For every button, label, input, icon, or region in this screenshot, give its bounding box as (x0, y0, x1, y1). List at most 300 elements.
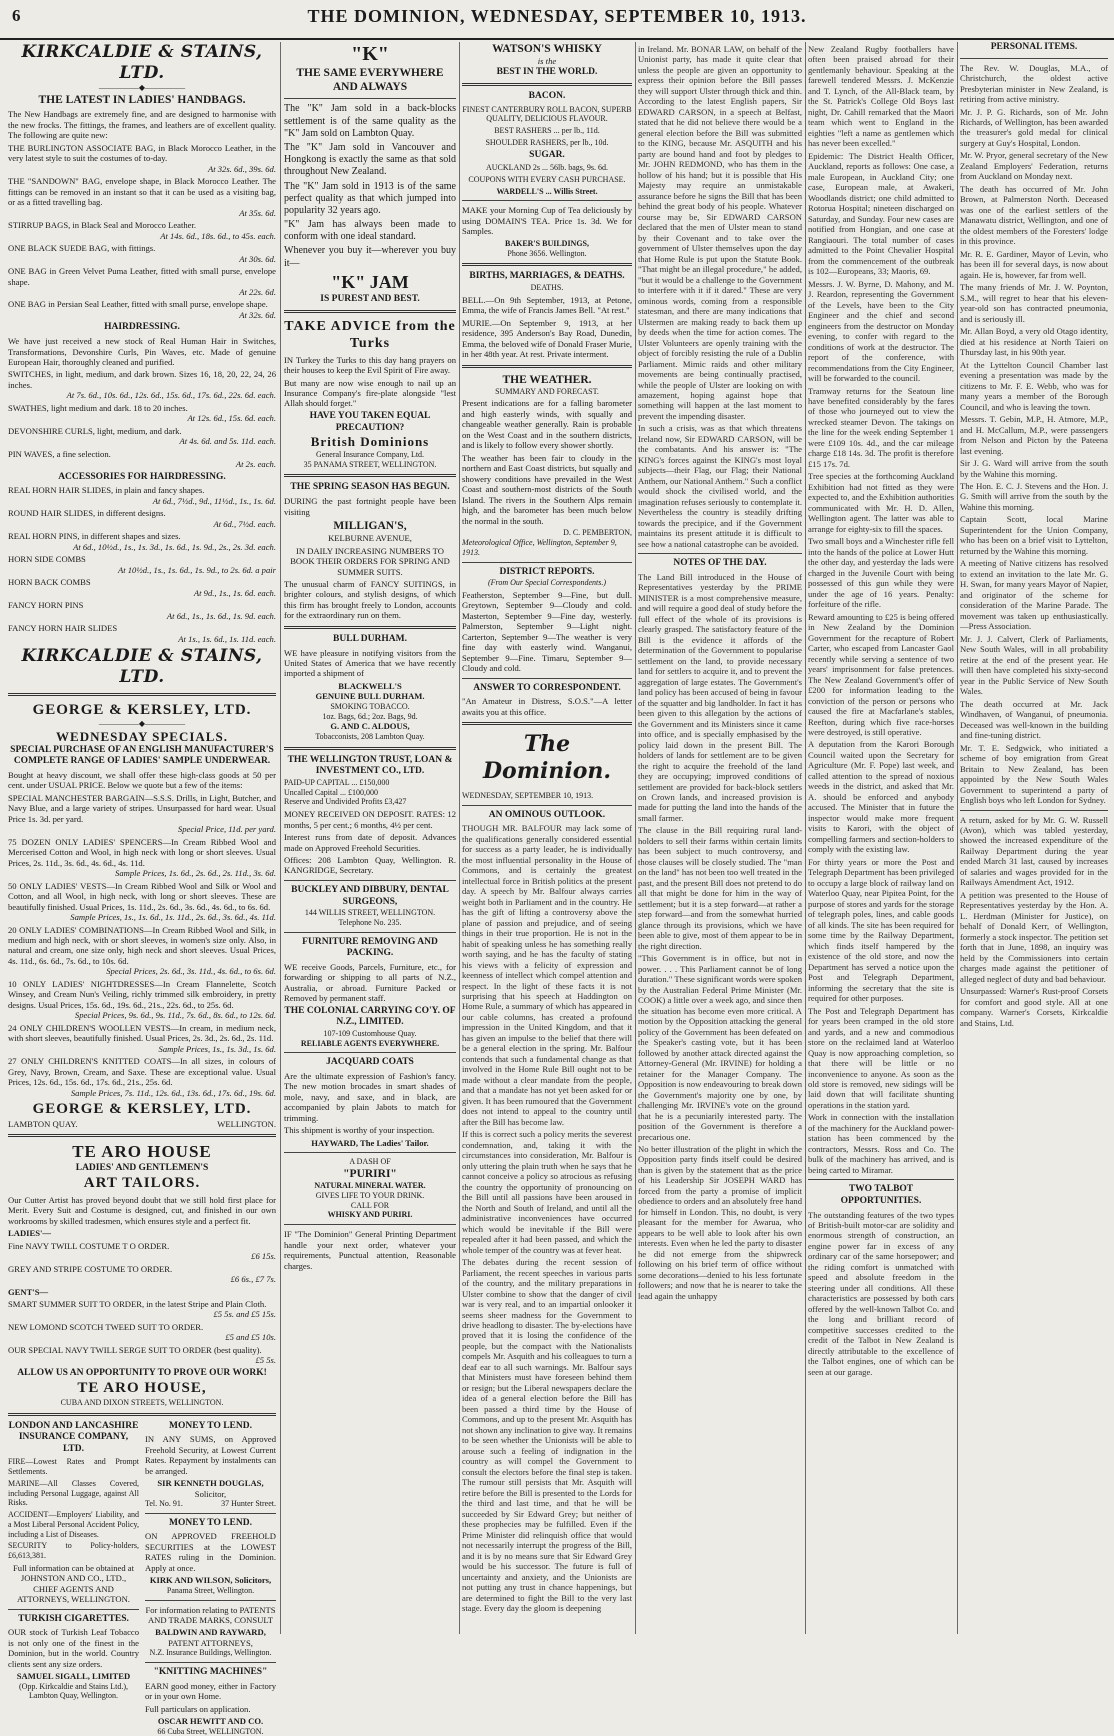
buckley-tel: Telephone No. 235. (338, 917, 402, 927)
buckley-title: BUCKLEY AND DIBBURY, DENTAL SURGEONS, (291, 884, 449, 907)
gents-item-text: NEW LOMOND SCOTCH TWEED SUIT TO ORDER. (8, 1321, 204, 1332)
handbag-list (8, 143, 276, 321)
gents-item (8, 1299, 276, 1320)
personal-item: Captain Scott, local Marine Superintendent for the Union Company, who has been on a brief visit to Lyttelton, returned by the Wahine this morning. (960, 514, 1108, 556)
milligans-name: MILLIGAN'S, (333, 520, 407, 533)
colonial-carrying-name: THE COLONIAL CARRYING CO'Y. OF N.Z., LIMITED. (284, 1005, 456, 1028)
underwear-subhead: SPECIAL PURCHASE OF AN ENGLISH MANUFACTURER'S COMPLETE RANGE OF LADIES' SAMPLE UNDERWEAR. (10, 744, 274, 767)
divider (8, 1609, 139, 1610)
handbag-item-text: ONE BLACK SUEDE BAG, with fittings. (8, 243, 156, 254)
local-p4: Tramway returns for the Seatoun line have benefited considerably by the fares of those who journeyed out to view the wrecked steamer Devon. The takings on the line for the week ending September 1 were £109 10s. 4d., and the car mileage charge £18 14s. 3d. The profit is therefore £15 17s. 7d. (808, 385, 954, 469)
divider (284, 626, 456, 629)
handbag-item (8, 220, 276, 241)
bull-durham-sub2: SMOKING TOBACCO. (330, 701, 410, 711)
petition-text: A petition was presented to the House of Representatives yesterday by the Hon. A. L. Herdman (Minister for Justice), on behalf of Donald Kerr, of Wellington, formerly a stock inspector. The petition set forth that in June, 1898, an inquiry was held by the Commissioners into certain charges made against the petitioner of alleged neglect of duty and bad behaviour. (960, 889, 1108, 984)
editorial-p2: If this is correct such a policy merits the severest condemnation, and, taking it with the circumstances into consideration, Mr. Balfour is only uttering the plain truth when he says that he cannot conceive a policy so atrocious as refusing the country the opportunity of pronouncing on the Bill until all passions have been aroused in the North and South of Ireland, and until all the administrative inconveniences have occurred which would be inevitable if the Bill were repealed after it had been passed, and which the whole temper of the country was at fever heat. (462, 1129, 632, 1255)
notes-p2: The clause in the Bill requiring rural land-holders to sell their farms within certain limits has been subject to much controversy, and those clauses will be closely studied. The "man on the land" has not been too well treated in the past, and the present Bill does not pretend to do all that might be done for him in the way of settlement; but it is a step forward—at rather a step forward—and from the somewhat hurried glance through its provisions, which we have been able to give, most of them appear to be in the right direction. (638, 825, 802, 951)
knitting-address: 66 Cuba Street, WELLINGTON. (157, 1726, 264, 1736)
spring-text3: The unusual charm of FANCY SUITINGS, in brighter colours, and stylish designs, of which this firm has brought freely to London, accounts for the extraordinary run on them. (284, 578, 456, 621)
dominion-date: WEDNESDAY, SEPTEMBER 10, 1913. (462, 790, 594, 800)
puriri-tag: GIVES LIFE TO YOUR DRINK. (315, 1190, 425, 1200)
special-item (8, 881, 276, 923)
handbag-item-text: STIRRUP BAGS, in Black Seal and Morocco Leather. (8, 220, 197, 231)
british-dominions-address: 35 PANAMA STREET, WELLINGTON. (303, 459, 437, 469)
ominous-outlook-title: AN OMINOUS OUTLOOK. (488, 809, 606, 820)
personal-items-list (960, 63, 1108, 806)
bacon-line: SHOULDER RASHERS, per lb., 10d. (485, 137, 609, 147)
buckley-address: 144 WILLIS STREET, WELLINGTON. (304, 908, 436, 918)
gents-item-text: OUR SPECIAL NAVY TWILL SERGE SUIT TO ORDER (best quality). (8, 1344, 262, 1355)
money-name: SIR KENNETH DOUGLAS, (157, 1478, 264, 1489)
accessory-item-price: At 6d., 7½d. each. (213, 518, 276, 529)
hair-item-price: At 2s. each. (235, 459, 276, 470)
k-jam-p1: The "K" Jam sold in a back-blocks settlement is of the same quality as the "K" Jam sold on Lambton Quay. (284, 103, 456, 139)
personal-item: Mr. J. J. Calvert, Clerk of Parliaments, New South Wales, will in all probability retire at the end of the present year. He will then have completed his sixty-second year in the Public Service of New South Wales. (960, 633, 1108, 697)
special-item-text: 24 ONLY CHILDREN'S WOOLLEN VESTS—In cream, in medium neck, with short sleeves, beautifully finished. Usual Prices, 2s. 3d., 2s. 6d., 2s. 11d. (8, 1022, 276, 1044)
turkish-name: SAMUEL SIGALL, LIMITED (16, 1671, 131, 1682)
london-line: SECURITY to Policy-holders, £6,613,381. (8, 1541, 139, 1561)
special-item-text: 27 ONLY CHILDREN'S KNITTED COATS—In all sizes, in colours of Grey, Navy, Brown, Cream, and Saxe. These are exceptional value. Usual Prices, 12s. 6d., 15s. 6d., 17s. 6d., 21s., 25s. 6d. (8, 1056, 276, 1088)
special-item-price: Sample Prices, 1s., 1s. 6d., 1s. 11d., 2s. 6d., 3s. 6d., 4s. 11d. (70, 912, 276, 923)
special-item-price: Sample Prices, 7s. 11d., 12s. 6d., 13s. 6d., 17s. 6d., 19s. 6d. (70, 1087, 276, 1098)
hair-item-text: DEVONSHIRE CURLS, light, medium, and dark. (8, 425, 182, 436)
trust-offices: Offices: 208 Lambton Quay, Wellington. R. KANGRIDGE, Secretary. (284, 855, 456, 876)
personal-items-title: PERSONAL ITEMS. (990, 42, 1078, 52)
special-item (8, 1056, 276, 1098)
jacquard-text: Are the ultimate expression of Fashion's fancy. The new motion brocades in smart shades of mole, navy, and saxe, and in black, are accompanied by plain Jabots to match for trimming. (284, 1070, 456, 1123)
tea-shop: BAKER'S BUILDINGS, (504, 238, 590, 248)
personal-item: Sir J. G. Ward will arrive from the south by the Wahine this morning. (960, 458, 1108, 479)
handbag-item (8, 176, 276, 218)
handbags-headline: THE LATEST IN LADIES' HANDBAGS. (38, 94, 246, 107)
trust-deposits: MONEY RECEIVED ON DEPOSIT. RATES: 12 months, 5 per cent.; 6 months, 4½ per cent. (284, 809, 456, 830)
district-title: DISTRICT REPORTS. (499, 566, 595, 577)
personal-item: The death occurred at Mr. Jack Windhaven, of Wanganui, of pneumonia. Deceased was well-known in the building and fine-tuning district. (960, 698, 1108, 741)
divider (8, 1134, 276, 1137)
special-item (8, 1023, 276, 1054)
money-address: 37 Hunter Street. (221, 1499, 276, 1509)
divider (284, 880, 456, 881)
accessory-item-text: REAL HORN HAIR SLIDES, in plain and fancy shapes. (8, 485, 205, 496)
divider (284, 1152, 456, 1153)
ladies-heading: LADIES'— (8, 1228, 51, 1239)
accessory-item (8, 600, 276, 621)
answer-title: ANSWER TO CORRESPONDENT. (473, 682, 621, 693)
knitting-title: "KNITTING MACHINES" (153, 1667, 268, 1678)
notes-p3: "This Government is in office, but not in power. . . . This Parliament cannot be of long duration." These significant words were spoken by the Australian Federal Prime Minister (Mr. COOK) a little over a week ago, and since then the situation has become even more critical. A motion by the Opposition attacking the general policy of the Government has been defeated on the Speaker's casting vote, but it has been followed by another attack directed against the Attorney-General (Mr. IRVINE) for holding a retainer for the Manager Company. The Opposition is now endeavouring to break down the Government's majority one by one, by challenging Mr. IRVINE's vote on the ground that he is a pecuniarily interested party. The position of the Government is therefore a precarious one. (638, 953, 802, 1142)
sugar-line: AUCKLAND 2s ... 56lb. bags, 9s. 6d. (486, 163, 608, 173)
divider (462, 83, 632, 86)
wednesday-specials-headline: WEDNESDAY SPECIALS. (56, 728, 228, 744)
money2-address: Panama Street, Wellington. (166, 1585, 255, 1595)
london-contact: Full information can be obtained at JOHNSTON AND CO., LTD., CHIEF AGENTS AND ATTORNEYS, WELLINGTON. (13, 1562, 134, 1605)
editorial-continued-p2: In such a crisis, was as that which threatens Ireland now, Sir EDWARD CARSON, will be the combatants. And his answer is: "The KING's forces against the KING's most loyal subjects—their Flag, our Flag; their National Anthem, our National Anthem." Such a conflict would shock the civilised world, and the imagination refuses seriously to contemplate it. Nevertheless the country is steadily drifting towards the precipice, and if the Government maintains its present attitude it is difficult to see how a national catastrophe can be avoided. (638, 423, 802, 549)
accessories-list (8, 485, 276, 644)
special-item-text: 10 ONLY LADIES' NIGHTDRESSES—In Cream Flannelette, Scotch Winsey, and Cream Nun's Veiling, richly trimmed silk embroidery, in pretty designs. Usual Prices, 15s. 6d., 19s. 6d., 21s., 22s. 6d., to 25s. 6d. (8, 978, 276, 1010)
bull-durham-brand: BLACKWELL'S (338, 680, 402, 691)
take-advice-text: IN Turkey the Turks to this day hang prayers on their houses to keep the Evil Spirit of Fire away. (284, 354, 456, 376)
handbags-intro: The New Handbags are extremely fine, and are designed to harmonise with the new frocks. The fittings, the frames, and leathers are of excellent quality. The following are quite new: (8, 109, 276, 141)
jacquard-text2: This shipment is worthy of your inspection. (284, 1125, 435, 1136)
london-line: MARINE—All Classes Covered, including Personal Luggage, against All Risks. (8, 1478, 139, 1508)
column-rule (459, 42, 460, 1634)
hayward-name: HAYWARD, The Ladies' Tailor. (311, 1137, 429, 1148)
column-6 (960, 42, 1108, 1634)
accessory-item-price: At 9d., 1s., 1s. 6d. each. (193, 587, 276, 598)
money-ads (145, 1421, 276, 1736)
divider (462, 200, 632, 201)
divider (462, 365, 632, 368)
column-1 (8, 42, 276, 1736)
special-item-price: Special Prices, 2s. 6d., 3s. 11d., 4s. 6d., to 6s. 6d. (106, 966, 276, 977)
k-jam-p3: The "K" Jam sold in 1913 is of the same perfect quality as that which jumped into popularity 32 years ago. (284, 180, 456, 216)
divider (960, 58, 1108, 59)
handbag-item-price: At 14s. 6d., 18s. 6d., to 45s. each. (160, 230, 276, 241)
special-item-text: SPECIAL MANCHESTER BARGAIN—S.S.S. Drills, in Light, Butcher, and Navy Blue, and a large variety of stripes. Unsurpassed for hard wear. Usual Price 1s. 3d. per yard. (8, 792, 276, 824)
accessory-item-text: FANCY HORN PINS (8, 600, 84, 611)
k-jam-p4: "K" Jam has always been made to conform with one ideal standard. (284, 219, 456, 243)
accessory-item-price: At 6d., 10½d., 1s., 1s. 3d., 1s. 6d., 1s. 9d., 2s., 2s. 3d. each. (73, 541, 276, 552)
watson-sub: is the (537, 56, 557, 67)
bull-durham-title: BULL DURHAM. (333, 633, 407, 644)
personal-item: Mr. R. E. Gardiner, Mayor of Levin, who has been ill for several days, is now about again. He is, however, far from well. (960, 248, 1108, 280)
puriri-brand: "PURIRI" (343, 1168, 397, 1181)
k-jam-p2: The "K" Jam sold in Vancouver and Hongkong is exactly the same as that sold throughout New Zealand. (284, 141, 456, 178)
hairdressing-heading: HAIRDRESSING. (104, 322, 180, 333)
knitting-text: EARN good money, either in Factory or in your own Home. (145, 1680, 276, 1702)
bacon-lines (462, 105, 632, 148)
london-line: FIRE—Lowest Rates and Prompt Settlements. (8, 1457, 139, 1477)
local-p3: Messrs. J. W. Byrne, D. Mahony, and M. J. Reardon, representing the Government of the Levels, have been to the City Engineer and the chief and second engineers from the destructor on Monday evening, to confer with regard to the conditions of work at the destructor. The report of the conference, with recommendations from the City Engineer, will be forwarded to the council. (808, 278, 954, 384)
turkish-title: TURKISH CIGARETTES. (18, 1613, 129, 1624)
column-rule (957, 42, 958, 1634)
personal-item: The Rev. W. Douglas, M.A., of Christchurch, the oldest active Presbyterian minister in New Zealand, is retiring from active ministry. (960, 62, 1108, 105)
special-item-price: Special Price, 11d. per yard. (177, 824, 276, 835)
local-p2: Epidemic: The District Health Officer, Auckland, reports as follows: One case, a male European, in Auckland City; one case, European male, at Awakeri, Woodlands district; one child admitted to Rotorua Hospital; nineteen discharged on Saturday, and Sunday. Four new cases are notified from Hongian, and one case at Rangiaouri. The total number of cases admitted to the Point Chevalier Hospital from the commencement of the outbreak is 102—Europeans, 33; Maoris, 69. (808, 150, 954, 277)
bull-durham-sub3: 1oz. Bags, 6d.; 2oz. Bags, 9d. (322, 711, 418, 721)
money-title: MONEY TO LEND. (169, 1420, 252, 1431)
handbag-item-price: At 30s. 6d. (239, 253, 276, 264)
gents-item-price: £5 5s. (255, 1355, 276, 1366)
divider (462, 722, 632, 725)
watson-tag: BEST IN THE WORLD. (496, 66, 598, 77)
take-advice-title: TAKE ADVICE from the Turks (284, 319, 456, 352)
personal-item: The death has occurred of Mr. John Brown, at Palmerston North. Deceased was one of the earliest settlers of the Manawatu district, Wellington, and one of the oldest members of the Foresters' lodge in this province. (960, 183, 1108, 247)
sugar-lines (462, 163, 632, 185)
accessory-item-price: At 6d., 7½d., 9d., 11½d., 1s., 1s. 6d. (152, 495, 276, 506)
jacquard-title: JACQUARD COATS (326, 1057, 414, 1068)
personal-item: The many friends of Mr. J. W. Poynton, S.M., will regret to hear that his eleven-year-old son has contracted pneumonia, and is seriously ill. (960, 282, 1108, 324)
editorial-p1: THOUGH MR. BALFOUR may lack some of the qualifications generally considered essential for success as a party leader, he is individually the most influential personality in the House of Commons, and is certainly the greatest intellectual force in British politics at the present day. A speech by Mr. Balfour always carries weight both in Parliament and in the country. He has the gift of lifting a controversy above the plane of passion and prejudice, and of seeing things in their true proportion. He is not in the habit of speaking unless he has something really worth saying, and he has the faculty of stating his views with a felicity of expression and keenness of intellect which compel attention and respect. In the light of these facts it is not surprising that his speech at Haddington on Home Rule, a summary of which has appeared in our cable columns, has created a profound impression in the United Kingdom, and that it has given an impulse to the belief that there will be a general election in the spring. Mr. Balfour contends that such a fundamental change as that involved in the Home Rule Bill ought not to be made without a clear mandate from the people, and that a mandate has not yet been asked for or given. It has been rumoured that the Government does not intend to appeal to the country until after the Bill has become law. (462, 823, 632, 1127)
bdm-title: BIRTHS, MARRIAGES, & DEATHS. (469, 271, 625, 282)
k-jam-title: "K" (351, 43, 389, 65)
british-dominions-sub: General Insurance Company, Ltd. (315, 449, 425, 459)
gents-item-text: SMART SUMMER SUIT TO ORDER, in the latest Stripe and Plain Cloth. (8, 1299, 267, 1309)
local-p5: Tree species at the forthcoming Auckland Exhibition had not fitted as they were expected to, and the Exhibition authorities communicated with Mr. H. D. Allen, Wellington agent. The latter was able to arrange for eighty-six to fill the spaces. (808, 471, 954, 534)
art-tailors-headline: ART TAILORS. (83, 1175, 201, 1192)
george-kersley-footer: GEORGE & KERSLEY, LTD. (32, 1101, 252, 1118)
k-jam-sub: THE SAME EVERYWHERE AND ALWAYS (296, 67, 444, 94)
handbag-item (8, 143, 276, 174)
talbot-title: TWO TALBOT OPPORTUNITIES. (840, 1184, 922, 1206)
divider (284, 932, 456, 933)
british-dominions-name: British Dominions (310, 434, 430, 450)
local-p6: Two small boys and a Winchester rifle fell into the hands of the police at Lower Hutt the other day, and yesterday the lads were charged in the Juvenile Court with being possessed of this gun while they were under the age of 16 years. Penalty: forfeiture of the rifle. (808, 536, 954, 610)
notes-p4: No better illustration of the plight in which the Opposition party finds itself could be desired than is given by the statement that as the price of his Leadership Sir JOSEPH WARD has forced from the party a promise of implicit obedience to orders and an absolutely free hand for himself in London. This, no doubt, is very pleasant for the member for Awarua, who appears to be well able to look after his own interests. Even when he led the party to disaster he did not emerge from the shipwreck following on his brief term of office without some decorations—denied to his less fortunate followers; and now that he is nearer to take the lead again the unhappy (638, 1143, 802, 1301)
special-item (8, 837, 276, 879)
personal-item: The Hon. E. C. J. Stevens and the Hon. J. G. Smith will arrive from the south by the Wahine this morning. (960, 480, 1108, 512)
divider (462, 562, 632, 563)
handbag-item-text: THE BURLINGTON ASSOCIATE BAG, in Black Morocco Leather, in the very latest style to suit the costumes of to-day. (8, 142, 276, 164)
notes-of-the-day-title: NOTES OF THE DAY. (673, 558, 767, 569)
hair-item (8, 403, 276, 424)
hair-item (8, 426, 276, 447)
classified-block (8, 1421, 276, 1736)
tea-text: MAKE your Morning Cup of Tea deliciously by using DOMAIN'S TEA. Price 1s. 3d. We for Samples. (462, 205, 632, 237)
hair-item-price: At 4s. 6d. and 5s. 11d. each. (179, 436, 276, 447)
bull-durham-sub: GENUINE BULL DURHAM. (315, 691, 425, 702)
puriri-call2: WHISKY AND PURIRI. (327, 1210, 413, 1220)
district-text: Featherston, September 9—Fine, but dull. Greytown, September 9—Cloudy and cold. Masterton, September 9—Fine day, westerly. Palmerston, September 9—Light night. Carterton, September 9—The weather is very fine day with easterly wind. Wanganui, September 9—Fine. Timaru, September 9—Cloudy and cold. (462, 589, 632, 674)
local-p1: New Zealand Rugby footballers have often been praised abroad for their gentlemanly behaviour. Speaking at the farewell tendered Messrs. J. McKenzie and T. Lynch, of the All-Black team, by the St. Patrick's College Old Boys last night, Dr. Cahill remarked that the Maori team which went to England in the eighties "left a name as gentlemen which has never been excelled." (808, 44, 954, 149)
hair-item-text: SWITCHES, in light, medium, and dark brown. Sizes 16, 18, 20, 22, 24, 26 inches. (8, 369, 276, 390)
death-notice-bell: BELL.—On 9th September, 1913, at Petone, Emma, the wife of Francis James Bell. "At rest." (462, 294, 632, 316)
hair-item-price: At 7s. 6d., 10s. 6d., 12s. 6d., 15s. 6d., 17s. 6d., 22s. 6d. each. (66, 390, 276, 401)
knitting-more: Full particulars on application. (145, 1703, 251, 1714)
column-rule (280, 42, 281, 1634)
te-aro-footer: TE ARO HOUSE, (77, 1380, 207, 1397)
special-item-text: 20 ONLY LADIES' COMBINATIONS—In Cream Ribbed Wool and Silk, in medium and high neck, with or short sleeves, in women's size only. Also, in natural and cream, one size only, high neck and short sleeves. Usual Prices, 4s. 11d., 6s. 6d., 7s. 6d., to 10s. 6d. (8, 924, 276, 966)
deaths-heading: DEATHS. (530, 283, 564, 293)
local-p11: Work in connection with the installation of the machinery for the Auckland power-station has been commenced by the contractors, Messrs. Ross and Co. The bulk of the machinery has arrived, and is being carted to Miramar. (808, 1112, 954, 1175)
personal-item: Mr. W. Pryor, general secretary of the New Zealand Employers' Federation, returns from Auckland on Monday next. (960, 150, 1108, 182)
knitting-name: OSCAR HEWITT AND CO. (157, 1716, 264, 1727)
gents-item-price: £5 and £5 10s. (225, 1332, 276, 1343)
handbag-item-price: At 22s. 6d. (239, 286, 276, 297)
aldous-address: Tobacconists, 208 Lambton Quay. (315, 731, 425, 741)
divider (284, 747, 456, 750)
newspaper-title: THE DOMINION, WEDNESDAY, SEPTEMBER 10, 1913. (307, 6, 807, 26)
dominion-printing-ad: IF "The Dominion" General Printing Department handle your next order, whatever your requirements, Punctual attention, Reasonable charges. (284, 1229, 456, 1271)
address-right: WELLINGTON. (217, 1118, 276, 1129)
return-text: A return, asked for by Mr. G. W. Russell (Avon), which was tabled yesterday, showed the increased expenditure of the Railway Department during the year ended March 31 last, caused by increases of salaries and wages provided for in the Railways Amendment Act, 1912. (960, 814, 1108, 888)
divider (462, 805, 632, 806)
handbag-item-text: THE "SANDOWN" BAG, envelope shape, in Black Morocco Leather. The fittings can be removed in an instant so that it can be used as a visiting bag, or as a fitted travelling bag. (8, 176, 276, 208)
district-sub: (From Our Special Correspondents.) (487, 578, 607, 588)
editorial-continued-p1: in Ireland. Mr. BONAR LAW, on behalf of the Unionist party, has made it quite clear that unless the people are given an opportunity to express their opinion before the Bill passes they will support Ulster through thick and thin. According to the latest English papers, Sir EDWARD CARSON, in a speech at Belfast, stated that he did not believe there would be a general election before the Bill was submitted to the KING, because Mr. ASQUITH and his party are bound hand and foot by pledges to Mr. JOHN REDMOND, who has them in the hollow of his hand; but it is possible that His Majesty may require an unmistakable assurance before he signs the Bill that has been behind the great body of his people. Whatever course may be, Sir EDWARD CARSON declared that the men of Ulster mean to stand by their Covenant and to take over the government of Ulster themselves upon the day that Home Rule is put upon the Statute Book. "That might be an illegal procedure," he added, "but it would be a challenge to the Government to interfere with it if it dared." These are very ominous words, coming from a responsible statesman, and there are many indications that Ulstermen are making ready to back them up by deeds when the time for action comes. The Ulster Volunteers are openly training with the object of forcibly resisting the rule of a Dublin Parliament. Mimic raids and other military movements are being continually practised, while the people of Ulster are looking on with amazement, hoping against hope that something will happen at the last moment to prevent the impending disaster. (638, 44, 802, 421)
weather-title: THE WEATHER. (502, 373, 592, 386)
trust-interest: Interest runs from date of deposit. Advances made on Approved Freehold Securities. (284, 832, 456, 853)
te-aro-subhead: LADIES' AND GENTLEMEN'S (75, 1162, 209, 1173)
answer-text: "An Amateur in Distress, S.O.S."—A letter awaits you at this office. (462, 696, 632, 717)
editorial-p3: The debates during the recent session of Parliament, the recent speeches in various parts of the country, and the military preparations in Ulster combine to show that the danger of civil war is very real, and to an impartial onlooker it seems sheer madness for the Government to drive headlong to disaster. The by-elections have proved that it is losing the confidence of the people, but the compact with the Nationalists compels Mr. Asquith and his colleagues to turn a deaf ear to all such warnings. Mr. Balfour says that Ministers must have foreseen behind them or resign; but the Liberal newspapers declare the idea of a general election before the Bill has been passed a third time by the House of Commons, and up to the present Mr. Asquith has not shown any inclination to give way. It remains to be seen whether the Unionists will be able to arouse such a feeling of indignation in the country as will compel the Government to consult the electors before the final step is taken. The rumour still persists that Mr. Asquith will retire before the Bill is presented to the Lords for the third and last time, and that he will be succeeded by Sir Edward Grey; but neither of these prophecies may be fulfilled. Even if the Prime Minister did relinquish office that would not necessarily interrupt the progress of the Bill, and it is by no means sure that Sir Edward Grey would be his successor. The future is full of uncertainty and anxiety, and the Unionists are not putting any trust in chance happenings, but are determined to fight the Bill to the very last stage. Every day the gloom is deepening (462, 1257, 632, 1614)
money2-name: KIRK AND WILSON, Solicitors, (149, 1575, 272, 1586)
special-item (8, 793, 276, 835)
column-3 (462, 42, 632, 1634)
patents-address: N.Z. Insurance Buildings, Wellington. (149, 1648, 272, 1658)
ladies-item (8, 1241, 276, 1262)
accessory-item (8, 623, 276, 644)
handbag-item-price: At 32s. 6d., 39s. 6d. (207, 163, 276, 174)
talbot-text: The outstanding features of the two types of British-built motor-car are solidity and enormous strength of construction, an engine power far in excess of any ordinary car of the same horsepower; and the riding comfort is unmatched with speed and absolute freedom in the steering under all conditions. All these characteristics are possessed by both cars offered by the well-known Talbot Co. and the long and brilliant record of competitive successes credited to the credit of the Talbot in New Zealand is directly attributable to the excellence of the Talbot engines, one of which can be seen at our garage. (808, 1209, 954, 1377)
london-lancashire-ad (8, 1421, 139, 1736)
divider: —————◆————— (98, 718, 186, 728)
hair-item-text: PIN WAVES, a fine selection. (8, 448, 111, 459)
divider (145, 1513, 276, 1514)
trust-reserve: Reserve and Undivided Profits £3,427 (284, 797, 407, 807)
divider (284, 1224, 456, 1225)
personal-item: Mr. Allan Boyd, a very old Otago identity, died at his residence at North Taieri on Thursday last, in his 90th year. (960, 326, 1108, 358)
death-notice-murie: MURIE.—On September 9, 1913, at her residence, 395 Anderson's Bay Road, Dunedin, Emma, the beloved wife of Donald Fraser Murie, in her 48th year. At rest. Private interment. (462, 317, 632, 360)
bacon-line: FINEST CANTERBURY ROLL BACON, SUPERB QUALITY, DELICIOUS FLAVOUR. (462, 104, 632, 124)
money2-title: MONEY TO LEND. (169, 1517, 252, 1528)
divider (284, 310, 456, 313)
money-contact (145, 1499, 276, 1509)
divider (284, 1052, 456, 1053)
furniture-text: WE receive Goods, Parcels, Furniture, etc., for forwarding or shipping to all parts of N.Z., Australia, or abroad. Furniture Packed or Removed by permanent staff. (284, 961, 456, 1004)
sugar-title: SUGAR. (529, 149, 565, 160)
weather-signature: D. C. PEMBERTON, (563, 528, 632, 538)
column-4 (638, 42, 802, 1634)
te-aro-address: CUBA AND DIXON STREETS, WELLINGTON. (60, 1397, 224, 1407)
handbag-item (8, 266, 276, 297)
bacon-line: BEST RASHERS ... per lb., 11d. (494, 126, 600, 136)
te-aro-intro: Our Cutter Artist has proved beyond doubt that we still hold first place for Merit. Every Suit and Costume is designed, cut, and finished in our own workrooms by skilled tradesmen, which ensures style and a perfect fit. (8, 1194, 276, 1226)
dominion-nameplate: The Dominion. (482, 731, 612, 785)
hair-item (8, 369, 276, 400)
colonial-carrying-tag: RELIABLE AGENTS EVERYWHERE. (300, 1038, 440, 1048)
london-lancashire-title: LONDON AND LANCASHIRE INSURANCE COMPANY, LTD. (8, 1420, 139, 1454)
accessory-item (8, 485, 276, 506)
puriri-sub: NATURAL MINERAL WATER. (314, 1181, 426, 1191)
column-2 (284, 42, 456, 1634)
divider (284, 474, 456, 477)
bull-durham-text: WE have pleasure in notifying visitors from the United States of America that we have recently imported a shipment of (284, 647, 456, 679)
hairdressing-intro: We have just received a new stock of Real Human Hair in Switches, Transformations, Devonshire Curls, Pin Waves, etc. Made of genuine European Hair, thoroughly cleaned and purified. (8, 336, 276, 367)
handbag-item-text: ONE BAG in Persian Seal Leather, fitted with small purse, envelope shape. (8, 299, 268, 310)
personal-item: At the Lyttelton Council Chamber last evening a presentation was made by the citizens to Mr. F. E. Webb, who was for many years a member of the Borough Council, and who is leaving the town. (960, 359, 1108, 412)
divider: —————◆————— (98, 83, 186, 93)
trust-uncalled: Uncalled Capital ... £100,000 (284, 787, 378, 797)
kirkcaldie-header: KIRKCALDIE & STAINS, LTD. (21, 42, 263, 83)
masthead (0, 0, 1114, 40)
k-jam-tag: IS PUREST AND BEST. (320, 293, 420, 304)
local-p7: Reward amounting to £25 is being offered in New Zealand by the Dominion Government for the recapture of Robert Carter, who escaped from Lancaster Gaol recently while serving a sentence of two years' imprisonment for false pretences. The New Zealand Government's offer of £200 for information leading to the conviction of the person or persons who caused the fire at Macfarlane's stables, Reefton, during which five race-horses were destroyed, is still operative. (808, 611, 954, 737)
column-rule (635, 42, 636, 1634)
special-item-text: 50 ONLY LADIES' VESTS—In Cream Ribbed Wool and Silk or Wool and Cotton, and all Wool, in high neck, with long or short sleeves. These are beautifully finished. Usual Prices, 1s. 11d., 2s. 6d., 3s. 6d., 4s. 6d., to 6s. 6d. (8, 880, 276, 912)
kirkcaldie-footer: KIRKCALDIE & STAINS, LTD. (21, 646, 263, 687)
accessory-item-text: HORN SIDE COMBS (8, 554, 86, 565)
page-number: 6 (12, 6, 21, 25)
divider (462, 263, 632, 266)
divider (808, 1179, 954, 1180)
ladies-item-price: £6 6s., £7 7s. (230, 1274, 276, 1285)
divider (284, 98, 456, 99)
local-p10: The Post and Telegraph Department has for years been cramped in the old store and yards, and a new and commodious store on the reclaimed land at Waterloo Quay is now approaching completion, so that there will be little or no inconvenience to anyone. As soon as the old store is removed, new sidings will be laid down that will facilitate shunting operations in the station yard. (808, 1005, 954, 1110)
tea-tel: Phone 3656. Wellington. (507, 248, 587, 258)
turkish-text: OUR stock of Turkish Leaf Tobacco is not only one of the finest in the Dominion, but in the world. Country clients sent any size orders. (8, 1627, 139, 1669)
patents-name: BALDWIN AND RAYWARD, (155, 1627, 266, 1638)
ladies-item (8, 1264, 276, 1285)
special-item (8, 979, 276, 1021)
accessory-item (8, 531, 276, 552)
take-advice-question: HAVE YOU TAKEN EQUAL PRECAUTION? (309, 410, 431, 433)
divider (960, 810, 1108, 811)
puriri-lead: A DASH OF (349, 1157, 391, 1167)
accessory-item (8, 554, 276, 575)
local-p8: A deputation from the Karori Borough Council waited upon the Secretary for Agriculture (Mr. F. Pope) last week, and called attention to the spread of noxious weeds in the district, and asked that Mr. A. should be enforced and anybody accused. The Minister that in future the inspector would make more frequent visits to Karori, with the object of compelling farmers and section-holders to comply with the existing law. (808, 739, 954, 855)
accessory-item-text: REAL HORN PINS, in different shapes and sizes. (8, 531, 181, 542)
accessory-item (8, 508, 276, 529)
money-tel: Tel. No. 91. (145, 1499, 183, 1509)
accessory-item-text: HORN BACK COMBS (8, 577, 91, 588)
personal-item: Mr. J. P. G. Richards, son of Mr. John Richards, of Wellington, has been awarded the treasurer's gold medal for clinical surgery at Guy's Hospital, London. (960, 106, 1108, 148)
puriri-call: CALL FOR (350, 1200, 390, 1210)
te-aro-header: TE ARO HOUSE (72, 1142, 212, 1162)
address-left: LAMBTON QUAY. (8, 1118, 78, 1129)
weather-text2: The weather has been fair to cloudy in the northern and East Coast districts, but squally and showery conditions have prevailed in the West Coast and southern-most districts of the South Island. The rivers in the Southern Alps remain high, and the barometer has been much below the normal in the south. (462, 452, 632, 526)
trust-title: THE WELLINGTON TRUST, LOAN & INVESTMENT CO., LTD. (287, 754, 453, 777)
gents-item (8, 1322, 276, 1343)
ladies-item-text: Fine NAVY TWILL COSTUME T O ORDER. (8, 1240, 170, 1251)
hair-list (8, 369, 276, 469)
milligans-address: KELBURNE AVENUE, (328, 533, 412, 544)
wardells-name: WARDELL'S ... Willis Street. (496, 186, 598, 196)
accessory-item-text: FANCY HORN HAIR SLIDES (8, 623, 118, 634)
personal-item: Messrs. T. Gebin, M.P., H. Atmore, M.P., and H. McCallum, M.P., were passengers from Nelson and Picton by the Pateena last evening. (960, 414, 1108, 456)
london-lines (8, 1457, 139, 1561)
te-aro-tagline: ALLOW US AN OPPORTUNITY TO PROVE OUR WORK! (17, 1367, 267, 1378)
warner-ad: Unsurpassed: Warner's Rust-proof Corsets for comfort and good style. All at one company. Warner's Corsets, Kirkcaldie and Stains, Ltd. (960, 986, 1108, 1028)
handbag-item-price: At 32s. 6d. (239, 309, 276, 320)
personal-item: A meeting of Native citizens has resolved to extend an invitation to the late Mr. G. H. Swan, for many years Mayor of Napier, and originator of the scheme for consideration of the Marine Parade. The movement was taken up enthusiastically.—Press Association. (960, 558, 1108, 632)
accessory-item (8, 577, 276, 598)
notes-p1: The Land Bill introduced in the House of Representatives yesterday by the PRIME MINISTER is a most comprehensive measure, and will require a good deal of study before the full effect of the whole of its provisions is clearly grasped. The satisfactory feature of the Bill is the evidence it affords of the determination of the Government to popularise settlement on the land, to provide necessary land for settlers to acquire it, and to prevent the aggregation of large estates. The Government's land policy has been accused of being in favour of the squatter and big landholder. In fact it has been given to this allegation by the actions of the Government and its Ministers since it came into office, and is specially emphasised by the policy laid down in the present Bill. The holders of lands for settlement are to be given the right to acquire the freehold of the land they are occupying; improved conditions of settlement are provided for back-block settlers on Crown lands, and increased provision is made for putting the land into the hands of the small farmer. (638, 571, 802, 823)
special-item-price: Sample Prices, 1s., 1s. 3d., 1s. 6d. (158, 1043, 276, 1054)
gents-item-price: £5 5s. and £5 15s. (213, 1309, 276, 1320)
furniture-title: FURNITURE REMOVING AND PACKING. (302, 936, 438, 959)
aldous-name: G. AND C. ALDOUS, (330, 721, 410, 732)
spring-text2: IN DAILY INCREASING NUMBERS TO BOOK THEIR ORDERS FOR SPRING AND SUMMER SUITS. (290, 545, 450, 577)
spring-title: THE SPRING SEASON HAS BEGUN. (290, 482, 450, 493)
specials-list (8, 793, 276, 1099)
money2-text: ON APPROVED FREEHOLD SECURITIES at the LOWEST RATES ruling in the Dominion. Apply at once. (145, 1531, 276, 1573)
handbag-item (8, 243, 276, 264)
special-item-price: Sample Prices, 1s. 6d., 2s. 6d., 2s. 11d., 3s. 6d. (115, 868, 276, 879)
gents-item (8, 1345, 276, 1366)
divider (8, 693, 276, 696)
k-jam-brand: "K" JAM (331, 271, 409, 292)
watson-title: WATSON'S WHISKY (492, 43, 602, 55)
patents-title: For information relating to PATENTS AND TRADE MARKS, CONSULT (145, 1604, 276, 1625)
accessory-item-price: At 1s., 1s. 6d., 1s. 11d. each. (178, 633, 276, 644)
divider (145, 1662, 276, 1663)
money-role: Solicitor, (194, 1488, 227, 1499)
special-item (8, 925, 276, 977)
george-kersley-header: GEORGE & KERSLEY, LTD. (32, 701, 252, 718)
gents-list (8, 1299, 276, 1366)
turkish-address: (Opp. Kirkcaldie and Stains Ltd.), Lambton Quay, Wellington. (18, 1681, 129, 1701)
hair-item-price: At 12s. 6d., 15s. 6d. each. (187, 413, 276, 424)
hair-item-text: SWATHES, light medium and dark. 18 to 20 inches. (8, 402, 188, 413)
spring-text: DURING the past fortnight people have been visiting (284, 496, 456, 517)
divider (638, 553, 802, 554)
k-jam-p5: Whenever you buy it—wherever you buy it— (284, 245, 456, 269)
weather-sub: SUMMARY AND FORECAST. (495, 386, 599, 396)
weather-office: Meteorological Office, Wellington, September 9, 1913. (462, 538, 617, 557)
accessories-heading: ACCESSORIES FOR HAIRDRESSING. (58, 471, 226, 482)
divider (8, 1413, 276, 1416)
